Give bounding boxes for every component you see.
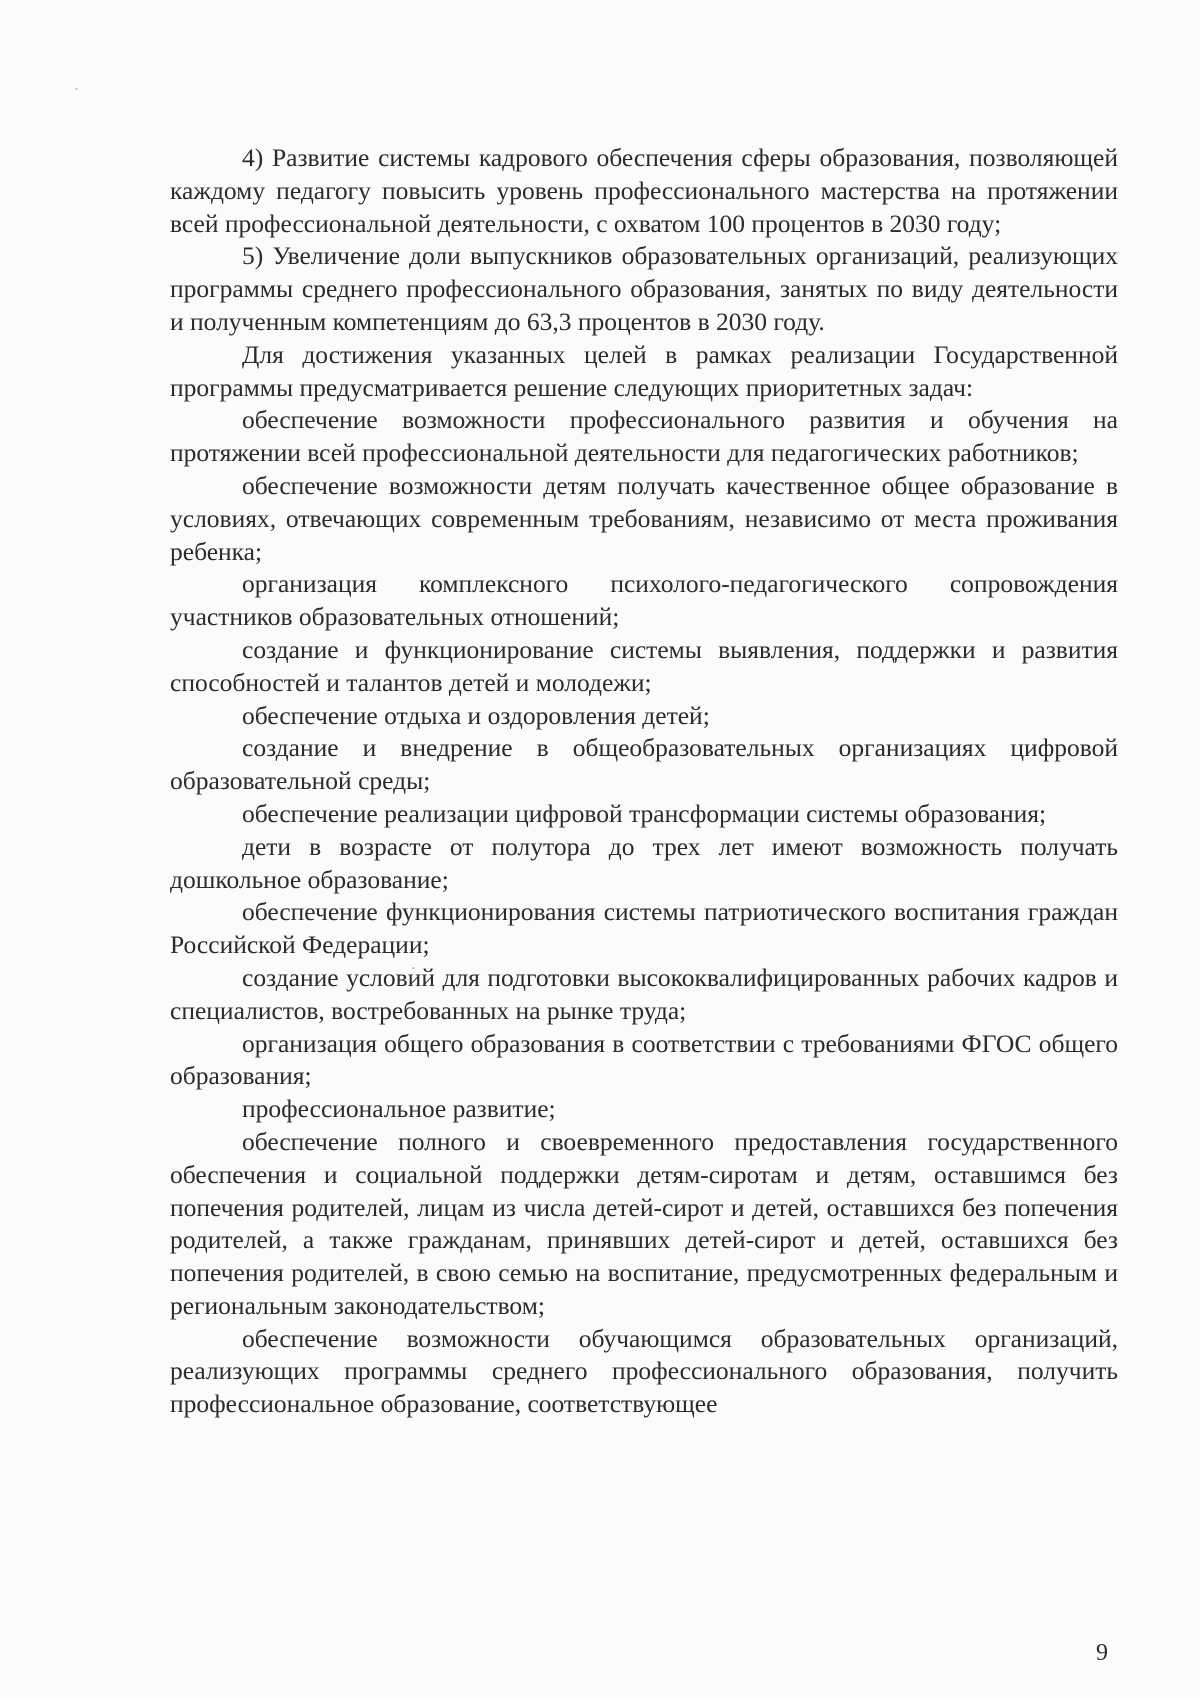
scan-speck: [75, 88, 78, 90]
paragraph: создание и внедрение в общеобразовательных организациях цифровой образовательной среды;: [170, 733, 1118, 796]
paragraph: обеспечение возможности профессионального развития и обучения на протяжении всей профессиональной деятельности для педагогических работников;: [170, 405, 1118, 468]
paragraph: организация общего образования в соответствии с требованиями ФГОС общего образования;: [170, 1028, 1118, 1091]
paragraph: обеспечение отдыха и оздоровления детей;: [242, 700, 710, 730]
paragraph: обеспечение реализации цифровой трансформации системы образования;: [242, 798, 1047, 828]
paragraph: 5) Увеличение доли выпускников образовательных организаций, реализующих программы среднего профессионального образования, занятых по виду деятельности и полученным компетенциям до 63,3 процентов в 2030 году.: [170, 241, 1118, 336]
paragraph: Для достижения указанных целей в рамках реализации Государственной программы предусматривается решение следующих приоритетных задач:: [170, 339, 1118, 402]
paragraph: обеспечение полного и своевременного предоставления государственного обеспечения и социальной поддержки детям-сиротам и детям, оставшимся без попечения родителей, лицам из числа детей-сирот и детей, оставшихся без попечения родителей, а также гражданам, принявших детей-сирот и детей, оставшихся без попечения родителей, в свою семью на воспитание, предусмотренных федеральным и региональным законодательством;: [170, 1126, 1118, 1320]
paragraph: создание условий для подготовки высококвалифицированных рабочих кадров и специалистов, востребованных на рынке труда;: [170, 962, 1118, 1025]
paragraph: создание и функционирование системы выявления, поддержки и развития способностей и талантов детей и молодежи;: [170, 634, 1118, 697]
paragraph: обеспечение функционирования системы патриотического воспитания граждан Российской Федерации;: [170, 897, 1118, 960]
paragraph: профессиональное развитие;: [242, 1094, 556, 1124]
document-body: [170, 142, 1118, 1421]
paragraph: 4) Развитие системы кадрового обеспечения сферы образования, позволяющей каждому педагогу повысить уровень профессионального мастерства на протяжении всей профессиональной деятельности, с охватом 100 процентов в 2030 году;: [170, 143, 1118, 238]
paragraph: организация комплексного психолого-педагогического сопровождения участников образовательных отношений;: [170, 569, 1118, 632]
paragraph: обеспечение возможности обучающимся образовательных организаций, реализующих программы среднего профессионального образования, получить профессиональное образование, соответствующее: [170, 1323, 1118, 1419]
paragraph: обеспечение возможности детям получать качественное общее образование в условиях, отвечающих современным требованиям, независимо от места проживания ребенка;: [170, 470, 1118, 566]
page-number: 9: [1096, 1640, 1108, 1666]
paragraph: дети в возрасте от полутора до трех лет имеют возможность получать дошкольное образование;: [170, 831, 1118, 894]
